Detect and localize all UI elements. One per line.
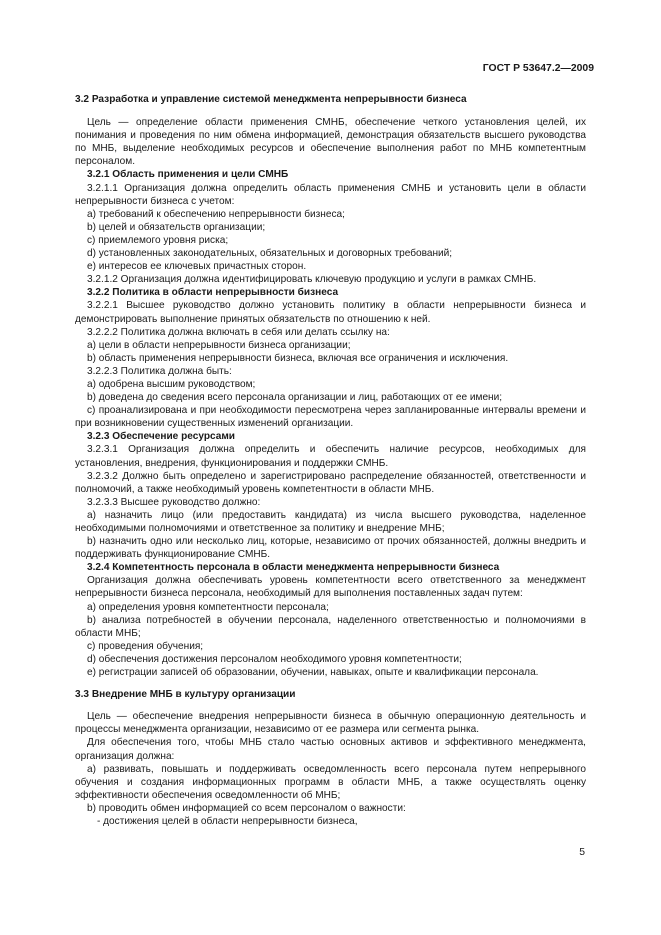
paragraph-3-2-2-1: 3.2.2.1 Высшее руководство должно установить политику в области непрерывности бизнеса и демонстрировать выполнение принятых обязательств по отношению к ней.: [75, 300, 586, 325]
paragraph-3-2-1-1: 3.2.1.1 Организация должна определить область применения СМНБ и установить цели в области непрерывности бизнеса с учетом:: [75, 182, 586, 207]
paragraph-3-2-1-2: 3.2.1.2 Организация должна идентифицировать ключевую продукцию и услуги в рамках СМНБ.: [87, 274, 537, 286]
subsection-3-2-2-title: 3.2.2 Политика в области непрерывности бизнеса: [87, 287, 339, 299]
page-content: [75, 93, 586, 828]
paragraph-3-2-3-1: 3.2.3.1 Организация должна определить и обеспечить наличие ресурсов, необходимых для установления, внедрения, функционирования и поддержки СМНБ.: [75, 444, 586, 469]
list-item: d) обеспечения достижения персоналом необходимого уровня компетентности;: [87, 653, 462, 665]
section-3-2-intro: Цель — определение области применения СМНБ, обеспечение четкого установления целей, их понимания и проведения по ним обмена информацией, демонстрация обязательств высшего руководства по МНБ, выделение необходимых ресурсов и обеспечение выполнения работ по МНБ компетентным персоналом.: [75, 117, 586, 168]
subsection-3-2-1-title: 3.2.1 Область применения и цели СМНБ: [87, 169, 289, 181]
paragraph-3-2-4: Организация должна обеспечивать уровень компетентности всего ответственного за менеджмент непрерывности бизнеса персонала, необходимый для выполнения поставленных задач путем:: [75, 575, 586, 600]
dash-list-item: - достижения целей в области непрерывности бизнеса,: [97, 815, 358, 827]
document-code: ГОСТ Р 53647.2—2009: [482, 63, 594, 74]
paragraph-3-2-3-2: 3.2.3.2 Должно быть определено и зарегистрировано распределение обязанностей, ответственности и полномочий, а также необходимый уровень компетентности в области МНБ.: [75, 470, 586, 495]
subsection-3-2-4-title: 3.2.4 Компетентность персонала в области менеджмента непрерывности бизнеса: [87, 562, 500, 574]
list-item: b) анализа потребностей в обучении персонала, наделенного ответственностью и полномочиями в области МНБ;: [75, 614, 586, 639]
list-item: a) развивать, повышать и поддерживать осведомленность всего персонала путем непрерывного обучения и создания информационных программ в области МНБ, а также осуществлять оценку эффективности обеспечения осведомленности об МНБ;: [75, 763, 586, 801]
list-item: c) проанализирована и при необходимости пересмотрена через запланированные интервалы времени и при возникновении существенных изменений организации.: [75, 405, 586, 430]
list-item: b) проводить обмен информацией со всем персоналом о важности:: [87, 802, 406, 814]
list-item: a) определения уровня компетентности персонала;: [87, 601, 329, 613]
list-item: b) доведена до сведения всего персонала организации и лиц, работающих от ее имени;: [87, 392, 503, 404]
list-item: c) проведения обучения;: [87, 640, 204, 652]
section-3-2-title: 3.2 Разработка и управление системой менеджмента непрерывности бизнеса: [75, 94, 467, 105]
section-3-3-intro: Цель — обеспечение внедрения непрерывности бизнеса в обычную операционную деятельность и процессы менеджмента организации, независимо от ее размера или сегмента рынка.: [75, 711, 586, 736]
section-3-3-paragraph: Для обеспечения того, чтобы МНБ стало частью основных активов и эффективного менеджмента, организация должна:: [75, 737, 586, 762]
paragraph-3-2-2-3: 3.2.2.3 Политика должна быть:: [87, 365, 232, 377]
list-item: b) целей и обязательств организации;: [87, 221, 266, 233]
list-item: a) назначить лицо (или предоставить кандидата) из числа высшего руководства, наделенное необходимыми полномочиями и ответственное за политику и внедрение МНБ;: [75, 509, 586, 534]
list-item: e) интересов ее ключевых причастных сторон.: [87, 261, 307, 273]
subsection-3-2-3-title: 3.2.3 Обеспечение ресурсами: [87, 431, 236, 443]
paragraph-3-2-3-3: 3.2.3.3 Высшее руководство должно:: [87, 496, 261, 508]
list-item: c) приемлемого уровня риска;: [87, 234, 229, 246]
page-number: 5: [579, 847, 585, 858]
list-item: a) цели в области непрерывности бизнеса организации;: [87, 339, 351, 351]
list-item: d) установленных законодательных, обязательных и договорных требований;: [87, 248, 453, 260]
section-3-3-title: 3.3 Внедрение МНБ в культуру организации: [75, 689, 296, 701]
list-item: b) назначить одно или несколько лиц, которые, независимо от прочих обязанностей, должны внедрить и поддерживать функционирование СМНБ.: [75, 536, 586, 561]
list-item: a) одобрена высшим руководством;: [87, 378, 256, 390]
list-item: e) регистрации записей об образовании, обучении, навыках, опыте и квалификации персонала.: [87, 667, 539, 679]
list-item: b) область применения непрерывности бизнеса, включая все ограничения и исключения.: [87, 352, 509, 364]
list-item: a) требований к обеспечению непрерывности бизнеса;: [87, 208, 345, 220]
paragraph-3-2-2-2: 3.2.2.2 Политика должна включать в себя или делать ссылку на:: [87, 326, 390, 338]
